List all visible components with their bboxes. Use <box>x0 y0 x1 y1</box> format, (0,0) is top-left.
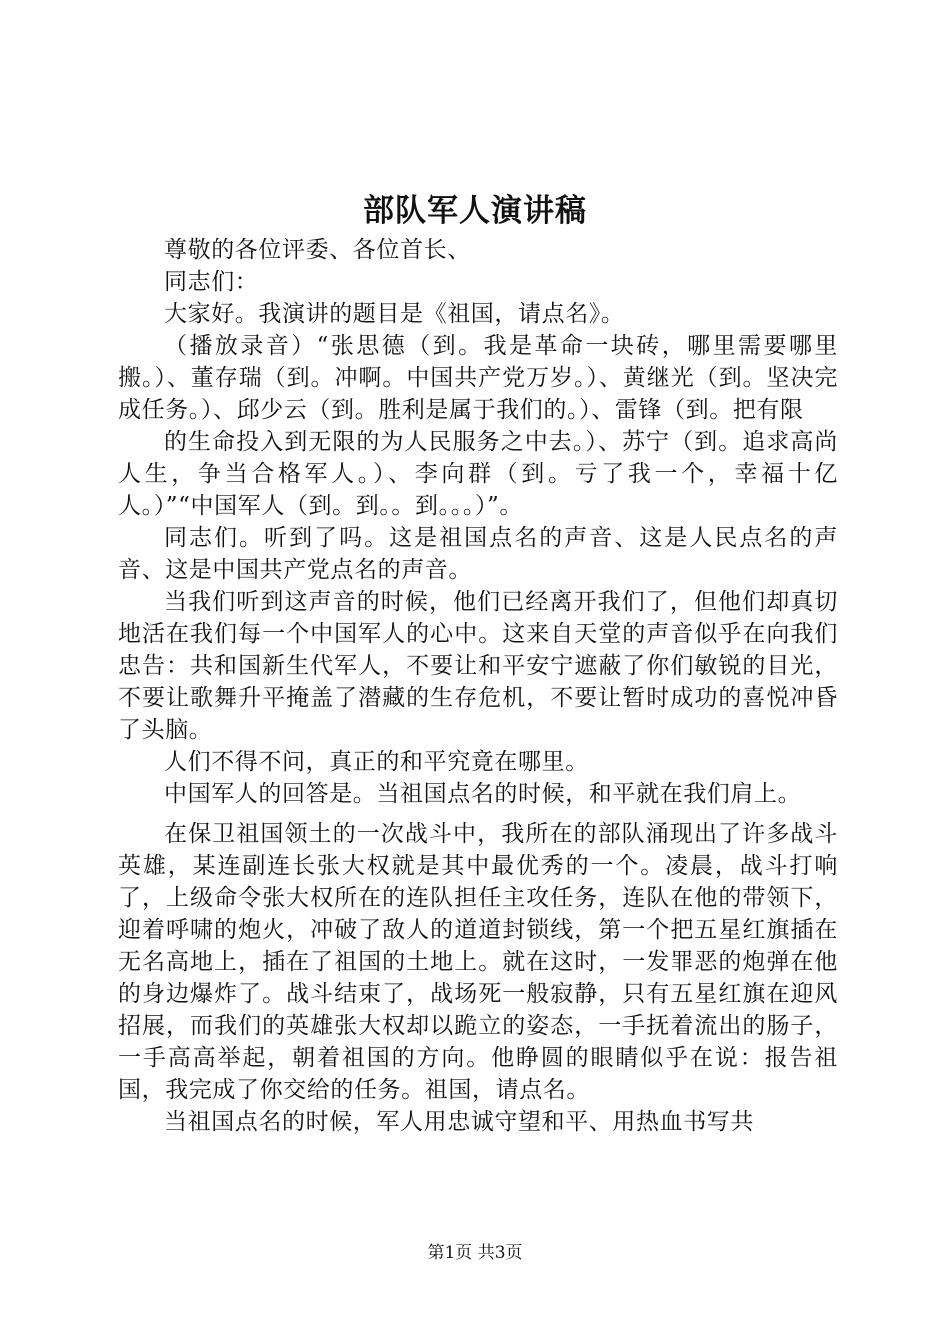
paragraph: 同志们。听到了吗。这是祖国点名的声音、这是人民点名的声音、这是中国共产党点名的声音。 <box>118 525 838 583</box>
paragraph: 的生命投入到无限的为人民服务之中去。）、苏宁（到。追求高尚人生，争当合格军人。）、李向群（到。亏了我一个，幸福十亿人。）”“中国军人（到。到。。到。。。）”。 <box>118 429 838 519</box>
paragraph: 当祖国点名的时候，军人用忠诚守望和平、用热血书写共 <box>164 1109 754 1135</box>
paragraph-greeting: 大家好。我演讲的题目是《祖国，请点名》。 <box>164 301 625 327</box>
page-number-footer: 第1页 共3页 <box>427 1243 523 1263</box>
paragraph: （播放录音）“张思德（到。我是革命一块砖，哪里需要哪里搬。）、董存瑞（到。冲啊。中国共产党万岁。）、黄继光（到。坚决完成任务。）、邱少云（到。胜利是属于我们的。）、雷锋（到。把有限 <box>118 333 838 423</box>
paragraph: 中国军人的回答是。当祖国点名的时候，和平就在我们肩上。 <box>164 781 802 807</box>
paragraph-salutation-2: 同志们： <box>164 269 259 295</box>
paragraph-salutation: 尊敬的各位评委、各位首长、 <box>164 237 471 263</box>
paragraph: 人们不得不问，真正的和平究竟在哪里。 <box>164 749 589 775</box>
paragraph: 在保卫祖国领土的一次战斗中，我所在的部队涌现出了许多战斗英雄，某连副连长张大权就是其中最优秀的一个。凌晨，战斗打响了，上级命令张大权所在的连队担任主攻任务，连队在他的带领下，迎着呼啸的炮火，冲破了敌人的道道封锁线，第一个把五星红旗插在无名高地上，插在了祖国的土地上。就在这时，一发罪恶的炮弹在他的身边爆炸了。战斗结束了，战场死一般寂静，只有五星红旗在迎风招展，而我们的英雄张大权却以跪立的姿态，一手抚着流出的肠子，一手高高举起，朝着祖国的方向。他睁圆的眼睛似乎在说：报告祖国，我完成了你交给的任务。祖国，请点名。 <box>118 821 838 1103</box>
document-body <box>118 234 838 1138</box>
document-title: 部队军人演讲稿 <box>363 193 587 229</box>
paragraph: 当我们听到这声音的时候，他们已经离开我们了，但他们却真切地活在我们每一个中国军人的心中。这来自天堂的声音似乎在向我们忠告：共和国新生代军人，不要让和平安宁遮蔽了你们敏锐的目光，不要让歌舞升平掩盖了潜藏的生存危机，不要让暂时成功的喜悦冲昏了头脑。 <box>118 589 838 743</box>
